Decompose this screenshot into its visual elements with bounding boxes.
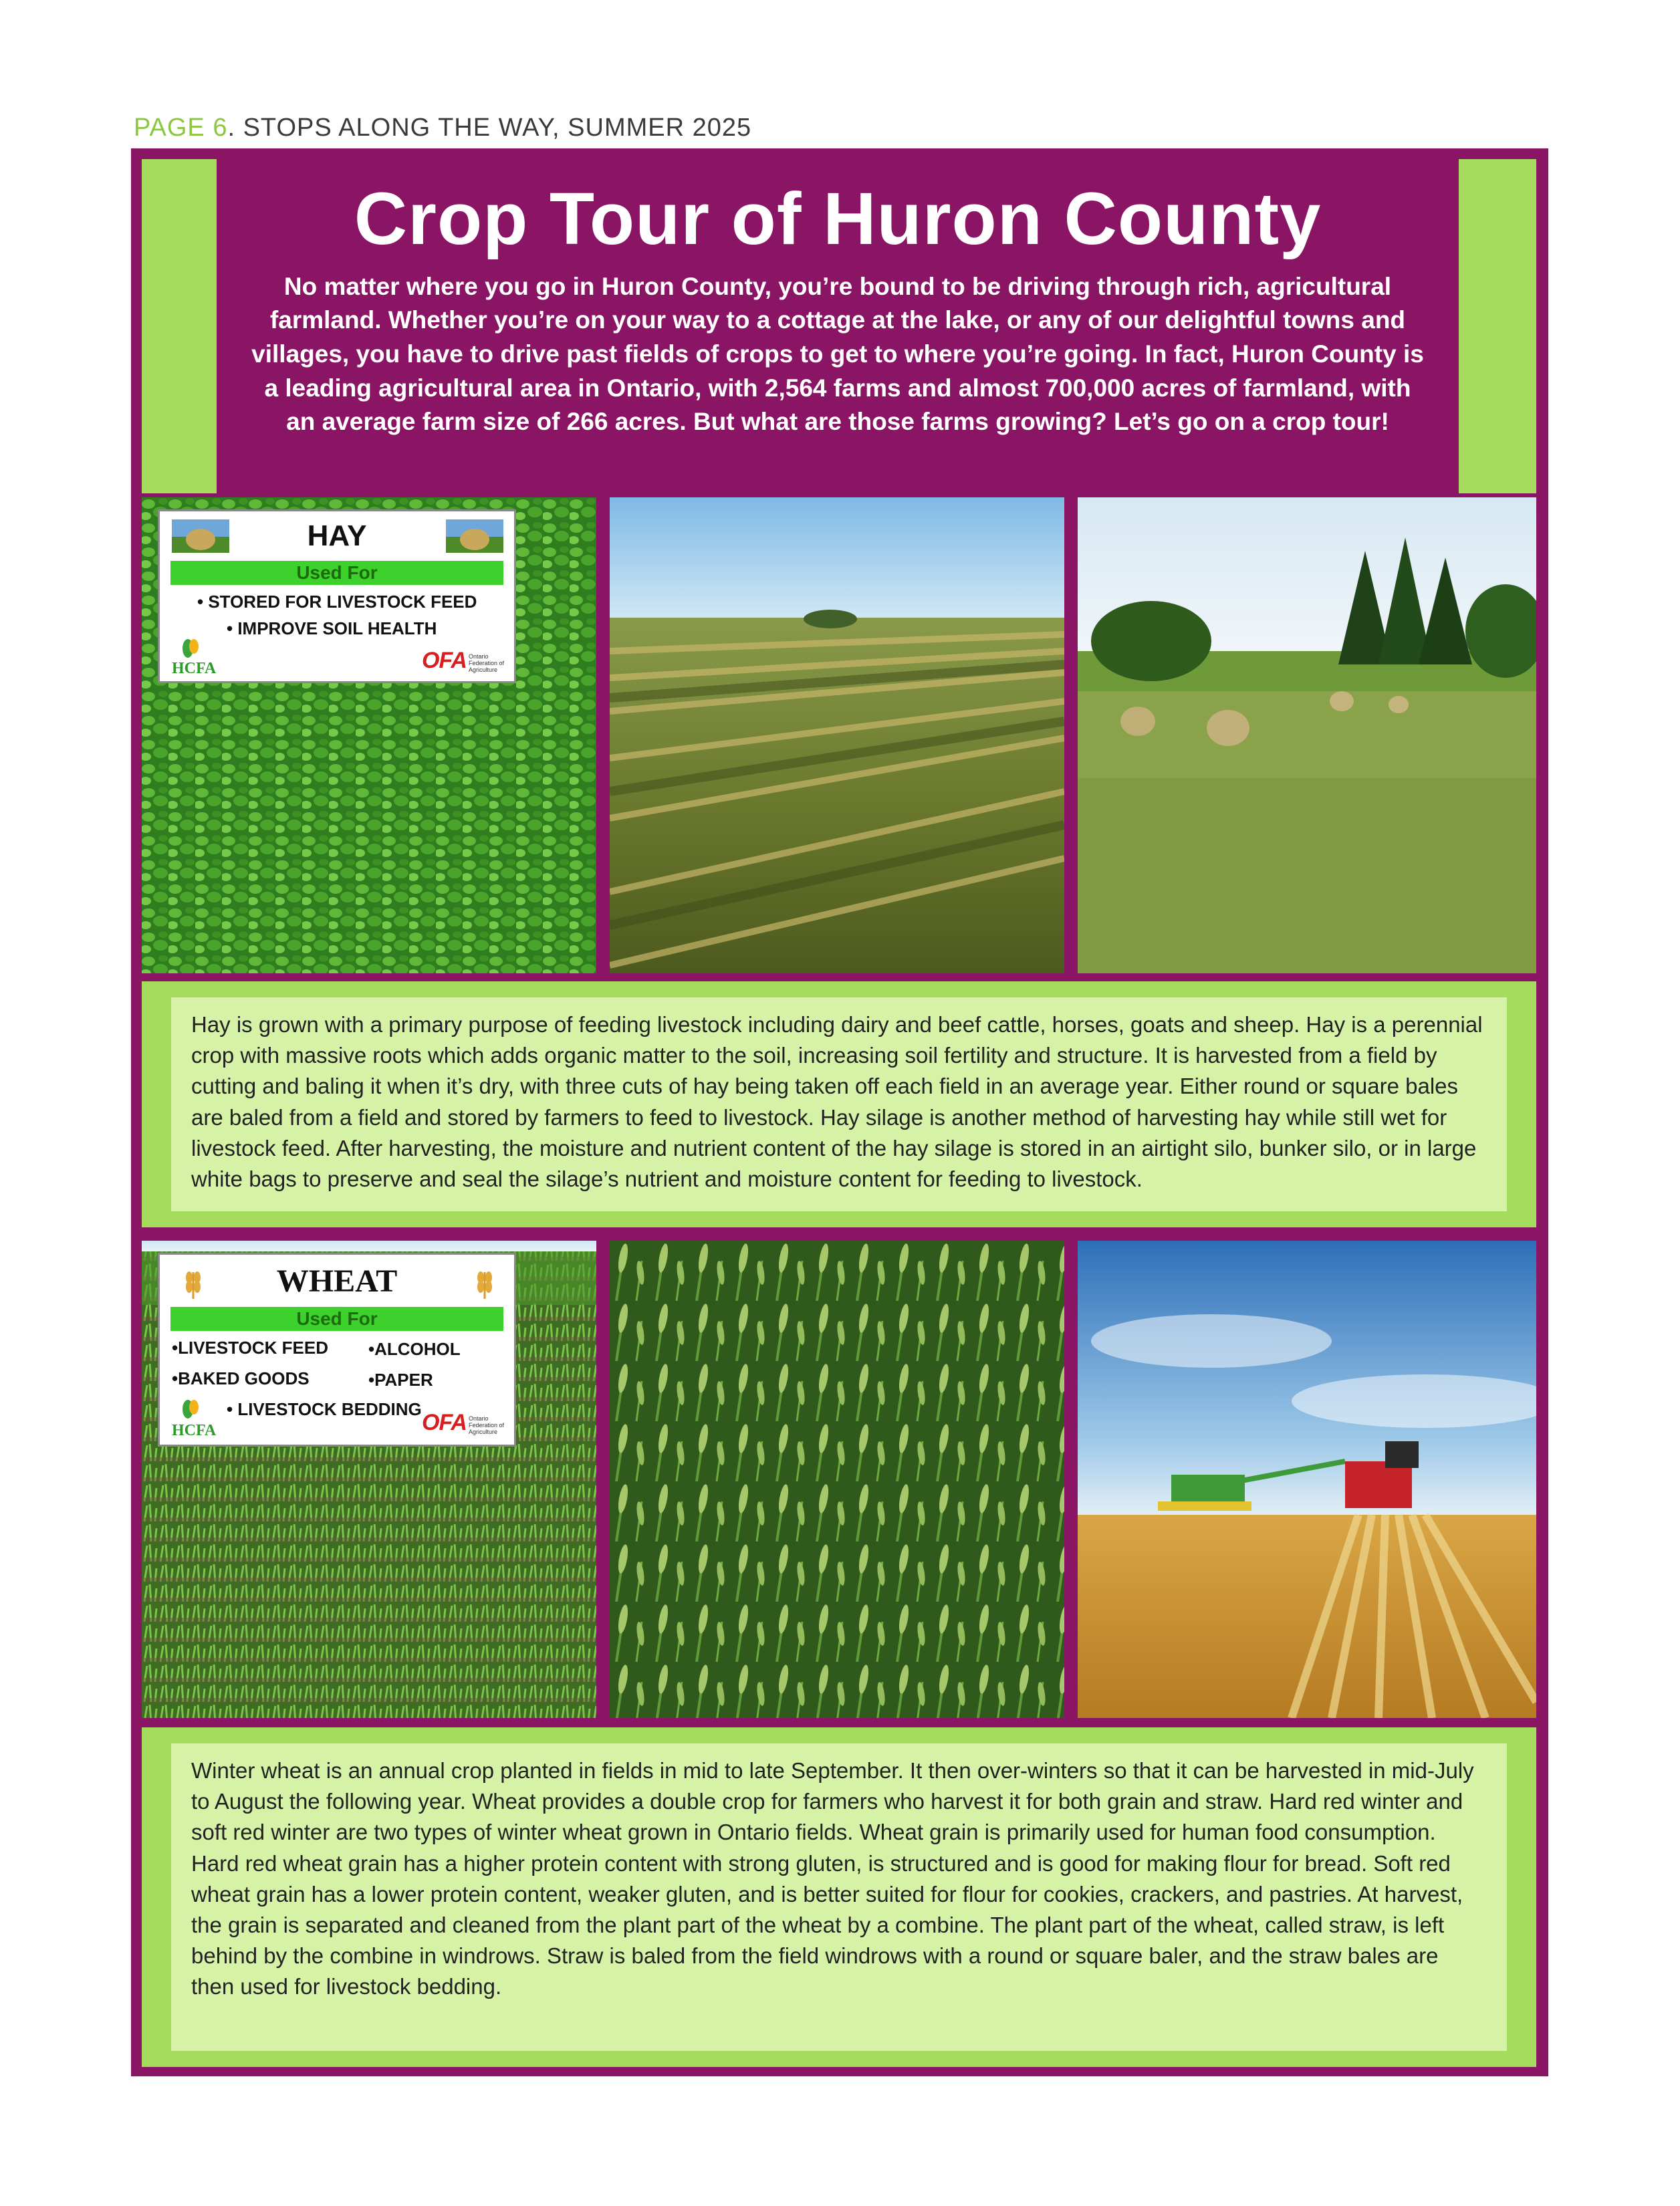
- wheat-sign-item: •PAPER: [368, 1370, 433, 1390]
- intro-text: No matter where you go in Huron County, you’re bound to be driving through rich, agricultural farmland. Whether you’re on your way to a cottage at the lake, or any of our delightful towns and villages, you have to drive past fields of crops to get to where you’re going. In fact, Huron County is a leading agricultural area in Ontario, with 2,564 farms and almost 700,000 acres of farmland, with an average farm size of 266 acres. But what are those farms growing? Let’s go on a crop tour!: [251, 272, 1424, 436]
- hcfa-leaf-icon: [180, 637, 201, 660]
- ofa-logo: OFA: [422, 1410, 467, 1435]
- page-number: PAGE 6: [134, 114, 228, 142]
- wheat-heads-photo: [610, 1241, 1064, 1718]
- wheat-sign-item: •LIVESTOCK FEED: [172, 1338, 328, 1358]
- hay-sign-used-for: Used For: [170, 561, 503, 585]
- wheat-description: Winter wheat is an annual crop planted in fields in mid to late September. It then over-winters so that it can be harvested in mid-July to August the following year. Wheat provides a double crop for farmers who harvest it for both grain and straw. Hard red winter and soft red winter are two types of winter wheat grown in Ontario fields. Wheat grain is primarily used for human food consumption. Hard red wheat grain has a higher protein content with strong gluten, is structured and is good for making flour for bread. Soft red wheat grain has a lower protein content, weaker gluten, and is better suited for flour for cookies, crackers, and pastries. At harvest, the grain is separated and cleaned from the plant part of the wheat by a combine. The plant part of the wheat, called straw, is left behind by the combine in windrows. Straw is baled from the field windrows with a round or square baler, and the straw bales are then used for livestock bedding.: [171, 1743, 1507, 2051]
- hcfa-logo: HCFA: [172, 660, 217, 677]
- intro-panel: [222, 159, 1453, 493]
- ofa-logo-subtitle: Ontario Federation of Agriculture: [469, 653, 505, 673]
- page-title: Crop Tour of Huron County: [354, 178, 1322, 260]
- hay-sign-item: • IMPROVE SOIL HEALTH: [227, 618, 437, 638]
- ofa-logo: OFA: [422, 648, 467, 673]
- wheat-sign-item: • LIVESTOCK BEDDING: [227, 1399, 422, 1419]
- hay-sign: [158, 509, 516, 683]
- wheat-sign: [158, 1253, 516, 1447]
- wheat-text-panel: [142, 1727, 1536, 2067]
- hcfa-leaf-icon: [180, 1398, 201, 1421]
- page-header: [134, 114, 751, 142]
- wheat-sign-title: WHEAT: [276, 1263, 398, 1299]
- wheat-sign-item: •BAKED GOODS: [172, 1368, 310, 1388]
- lime-strip-right: [1459, 159, 1536, 493]
- hay-text-panel: [142, 981, 1536, 1227]
- section-label: . STOPS ALONG THE WAY, SUMMER 2025: [227, 114, 752, 142]
- wheat-sign-used-for: Used For: [170, 1307, 503, 1331]
- hay-sign-title: HAY: [307, 519, 367, 552]
- lime-strip-left: [142, 159, 217, 493]
- hay-bales-photo: [1078, 497, 1536, 973]
- hay-description: Hay is grown with a primary purpose of feeding livestock including dairy and beef cattle, horses, goats and sheep. Hay is a perennial crop with massive roots which adds organic matter to the soil, increasing soil fertility and structure. It is harvested from a field by cutting and baling it when it’s dry, with three cuts of hay being taken off each field in an average year. Either round or square bales are baled from a field and stored by farmers to feed to livestock. Hay silage is another method of harvesting hay while still wet for livestock feed. After harvesting, the moisture and nutrient content of the hay silage is stored in an airtight silo, bunker silo, or in large white bags to preserve and seal the silage’s nutrient and moisture content for feeding to livestock.: [171, 997, 1507, 1211]
- hay-sign-item: • STORED FOR LIVESTOCK FEED: [197, 592, 477, 612]
- wheat-harvest-photo: [1078, 1241, 1536, 1718]
- hay-cut-rows-photo: [610, 497, 1064, 973]
- ofa-logo-subtitle: Ontario Federation of Agriculture: [469, 1415, 505, 1435]
- wheat-sign-item: •ALCOHOL: [368, 1339, 461, 1359]
- hcfa-logo: HCFA: [172, 1422, 217, 1439]
